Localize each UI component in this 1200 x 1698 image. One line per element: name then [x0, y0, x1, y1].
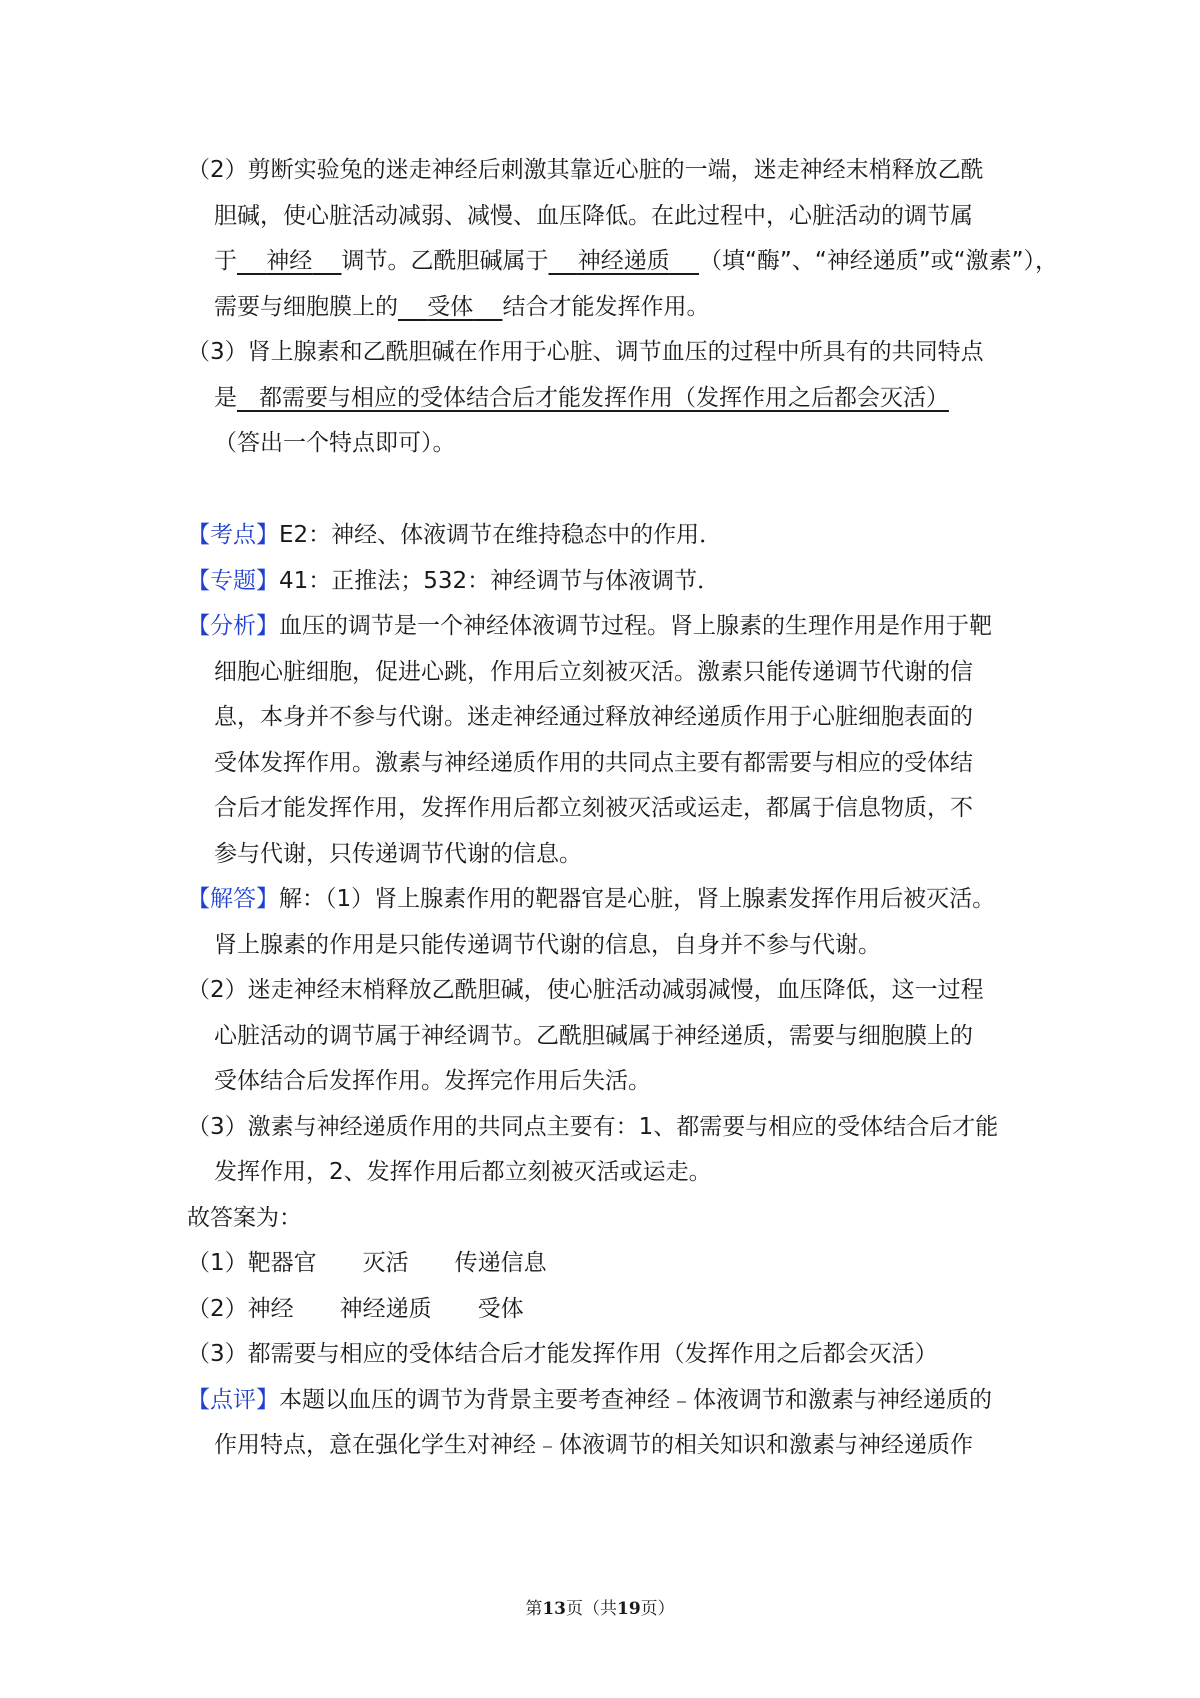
answer-blank-regulation: 神经	[266, 248, 313, 274]
jieda-line-1	[187, 884, 995, 914]
zhuanti	[187, 566, 720, 596]
dianping-line-1	[187, 1385, 992, 1415]
section-tag: 【专题】	[187, 568, 279, 594]
jieda-p3-line-2: 发挥作用，2、发挥作用后都立刻被灭活或运走。	[214, 1159, 712, 1185]
q3-line-3: （答出一个特点即可）。	[214, 430, 456, 456]
answer-blank-receptor: 受体	[427, 294, 474, 320]
q2-line-2: 胆碱，使心脏活动减弱、减慢、血压降低。在此过程中，心脏活动的调节属	[214, 203, 973, 229]
jieda-p3-line-1: （3）激素与神经递质作用的共同点主要有：1、都需要与相应的受体结合后才能	[187, 1114, 999, 1140]
jieda-p2-line-3: 受体结合后发挥作用。发挥完作用后失活。	[214, 1068, 651, 1094]
dianping-line-2: 作用特点，意在强化学生对神经﹣体液调节的相关知识和激素与神经递质作	[214, 1432, 973, 1458]
answer-3: （3）都需要与相应的受体结合后才能发挥作用（发挥作用之后都会灭活）	[187, 1341, 938, 1367]
jieda-line-2: 肾上腺素的作用是只能传递调节代谢的信息，自身并不参与代谢。	[214, 932, 881, 958]
text: 本题以血压的调节为背景主要考查神经﹣体液调节和激素与神经递质的	[279, 1387, 992, 1413]
text: 是	[214, 385, 237, 411]
answer-blank-substance: 神经递质	[577, 248, 670, 274]
answer-2: （2）神经 神经递质 受体	[187, 1296, 524, 1322]
q2-line-1: （2）剪断实验兔的迷走神经后刺激其靠近心脏的一端，迷走神经末梢释放乙酰	[187, 157, 984, 183]
jieda-p2-line-1: （2）迷走神经末梢释放乙酰胆碱，使心脏活动减弱减慢，血压降低，这一过程	[187, 977, 984, 1003]
fenxi-line-2: 细胞心脏细胞，促进心跳，作用后立刻被灭活。激素只能传递调节代谢的信	[214, 659, 973, 685]
answer-blank-common-feature: 都需要与相应的受体结合后才能发挥作用（发挥作用之后都会灭活）	[258, 385, 949, 411]
q3-line-2	[214, 383, 949, 413]
fenxi-line-5: 合后才能发挥作用，发挥作用后都立刻被灭活或运走，都属于信息物质，不	[214, 795, 973, 821]
fenxi-line-3: 息，本身并不参与代谢。迷走神经通过释放神经递质作用于心脏细胞表面的	[214, 704, 973, 730]
section-tag: 【解答】	[187, 886, 279, 912]
jieda-p2-line-2: 心脏活动的调节属于神经调节。乙酰胆碱属于神经递质，需要与细胞膜上的	[214, 1023, 973, 1049]
section-tag: 【考点】	[187, 522, 279, 548]
fenxi-line-4: 受体发挥作用。激素与神经递质作用的共同点主要有都需要与相应的受体结	[214, 750, 973, 776]
q2-line-3	[214, 246, 1058, 276]
section-tag: 【点评】	[187, 1387, 279, 1413]
footer-text: 页（共	[566, 1599, 617, 1619]
text: 结合才能发挥作用。	[502, 294, 710, 320]
text: 血压的调节是一个神经体液调节过程。肾上腺素的生理作用是作用于靶	[279, 613, 992, 639]
answer-intro: 故答案为：	[187, 1205, 302, 1231]
text: 解：（1）肾上腺素作用的靶器官是心脏，肾上腺素发挥作用后被灭活。	[279, 886, 996, 912]
section-tag: 【分析】	[187, 613, 279, 639]
fenxi-line-1	[187, 611, 992, 641]
text: 调节。乙酰胆碱属于	[341, 248, 549, 274]
footer-text: 第	[525, 1599, 543, 1619]
q3-line-1: （3）肾上腺素和乙酰胆碱在作用于心脏、调节血压的过程中所具有的共同特点	[187, 339, 984, 365]
q2-line-4	[214, 292, 710, 322]
fenxi-line-6: 参与代谢，只传递调节代谢的信息。	[214, 841, 582, 867]
kaodian	[187, 520, 722, 550]
answer-1: （1）靶器官 灭活 传递信息	[187, 1250, 547, 1276]
footer-text: 页）	[640, 1599, 675, 1619]
text: 于	[214, 248, 237, 274]
text: 41：正推法；532：神经调节与体液调节．	[279, 568, 721, 594]
page-number: 13	[542, 1599, 566, 1619]
text: E2：神经、体液调节在维持稳态中的作用．	[279, 522, 723, 548]
page-footer	[0, 1597, 1200, 1621]
text: 需要与细胞膜上的	[214, 294, 398, 320]
page-total: 19	[617, 1599, 641, 1619]
text: （填“酶”、“神经递质”或“激素”），	[699, 248, 1058, 274]
